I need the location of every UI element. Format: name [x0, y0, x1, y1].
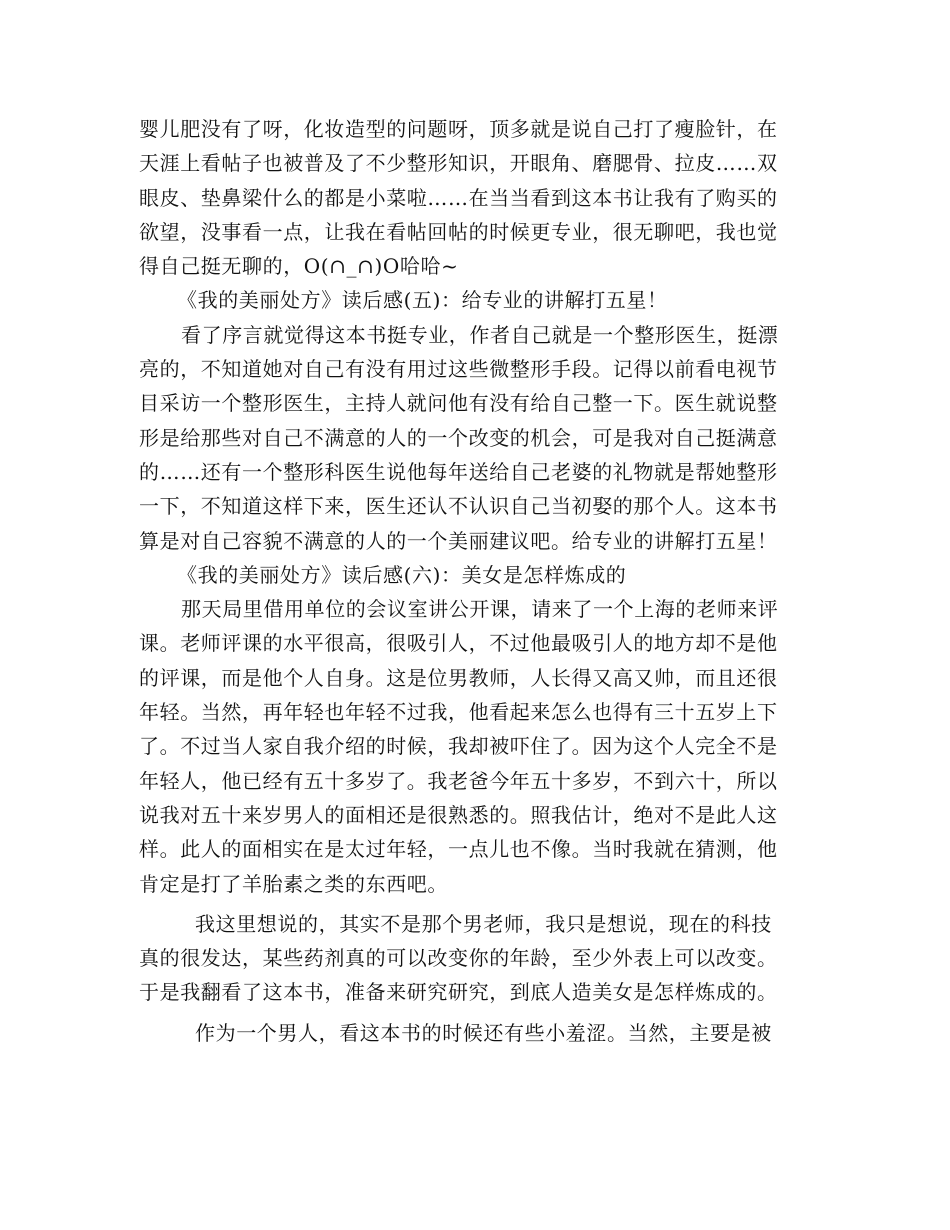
text-line: 形是给那些对自己不满意的人的一个改变的机会，可是我对自己挺满意 — [139, 425, 778, 450]
text-line: 于是我翻看了这本书，准备来研究研究，到底人造美女是怎样炼成的。 — [139, 980, 778, 1005]
text-line: 那天局里借用单位的会议室讲公开课，请来了一个上海的老师来评 — [181, 597, 779, 622]
text-line: 作为一个男人，看这本书的时候还有些小羞涩。当然，主要是被 — [195, 1020, 772, 1045]
text-line: 亮的，不知道她对自己有没有用过这些微整形手段。记得以前看电视节 — [139, 357, 778, 382]
text-line: 欲望，没事看一点，让我在看帖回帖的时候更专业，很无聊吧，我也觉 — [139, 219, 778, 244]
document-body — [139, 112, 815, 1050]
text-line: 样。此人的面相实在是太过年轻，一点儿也不像。当时我就在猜测，他 — [139, 837, 778, 862]
text-line: 说我对五十来岁男人的面相还是很熟悉的。照我估计，绝对不是此人这 — [139, 802, 778, 827]
text-line: 肯定是打了羊胎素之类的东西吧。 — [139, 871, 448, 896]
text-line: 眼皮、垫鼻梁什么的都是小菜啦……在当当看到这本书让我有了购买的 — [139, 185, 778, 210]
text-line: 年轻。当然，再年轻也年轻不过我，他看起来怎么也得有三十五岁上下 — [139, 700, 778, 725]
text-line: 一下，不知道这样下来，医生还认不认识自己当初娶的那个人。这本书 — [139, 494, 778, 519]
text-line: 目采访一个整形医生，主持人就问他有没有给自己整一下。医生就说整 — [139, 391, 778, 416]
text-line: 了。不过当人家自我介绍的时候，我却被吓住了。因为这个人完全不是 — [139, 734, 778, 759]
text-line: 看了序言就觉得这本书挺专业，作者自己就是一个整形医生，挺漂 — [181, 322, 779, 347]
section-heading: 《我的美丽处方》读后感(五)：给专业的讲解打五星！ — [177, 288, 668, 313]
text-line: 的评课，而是他个人自身。这是位男教师，人长得又高又帅，而且还很 — [139, 665, 778, 690]
text-line: 天涯上看帖子也被普及了不少整形知识，开眼角、磨腮骨、拉皮……双 — [139, 151, 778, 176]
text-line: 年轻人，他已经有五十多岁了。我老爸今年五十多岁，不到六十，所以 — [139, 768, 778, 793]
text-line: 真的很发达，某些药剂真的可以改变你的年龄，至少外表上可以改变。 — [139, 946, 778, 971]
text-line: 得自己挺无聊的，O(∩_∩)O哈哈~ — [139, 254, 459, 279]
text-line: 婴儿肥没有了呀，化妆造型的问题呀，顶多就是说自己打了瘦脸针，在 — [139, 117, 778, 141]
text-line: 课。老师评课的水平很高，很吸引人，不过他最吸引人的地方却不是他 — [139, 631, 778, 656]
text-line: 算是对自己容貌不满意的人的一个美丽建议吧。给专业的讲解打五星！ — [139, 528, 778, 553]
section-heading: 《我的美丽处方》读后感(六)：美女是怎样炼成的 — [177, 562, 627, 587]
text-line: 的……还有一个整形科医生说他每年送给自己老婆的礼物就是帮她整形 — [139, 459, 778, 484]
text-line: 我这里想说的，其实不是那个男老师，我只是想说，现在的科技 — [195, 911, 772, 936]
